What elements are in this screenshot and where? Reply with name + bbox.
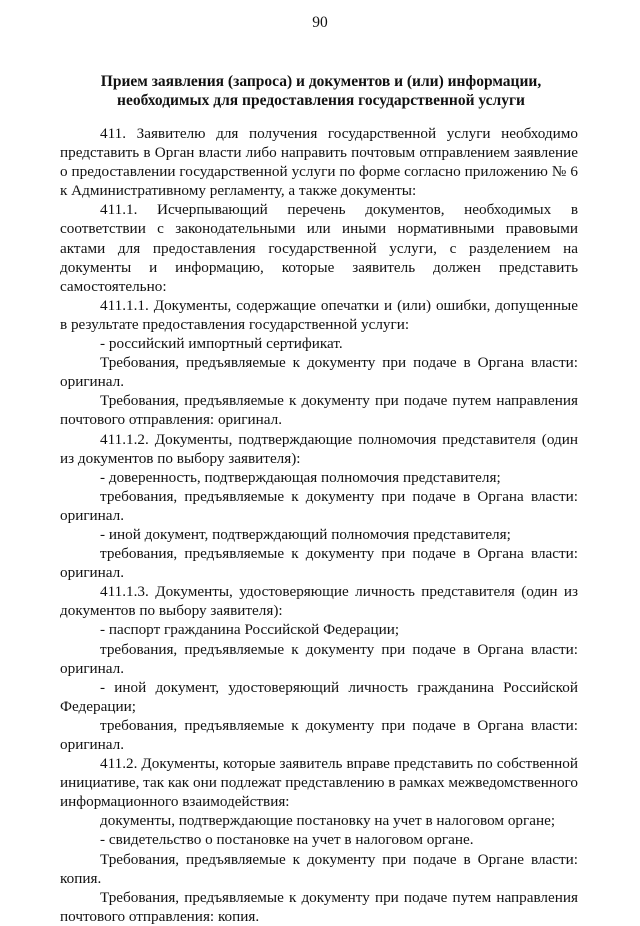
requirement-paragraph: требования, предъявляемые к документу при подаче в Органа власти: оригинал. xyxy=(60,487,578,524)
list-item: документы, подтверждающие постановку на учет в налоговом органе; xyxy=(100,812,556,830)
list-item: - иной документ, удостоверяющий личность гражданина Российской Федерации; xyxy=(60,678,578,715)
list-item: - паспорт гражданина Российской Федерации; xyxy=(100,621,400,639)
paragraph-411-2: 411.2. Документы, которые заявитель вправе представить по собственной инициативе, так как они подлежат представлению в рамках межведомственного информационного взаимодействия: xyxy=(60,755,579,811)
paragraph-411-1-2: 411.1.2. Документы, подтверждающие полномочия представителя (один из документов по выбору заявителя): xyxy=(60,430,578,467)
requirement-paragraph: Требования, предъявляемые к документу при подаче в Органе власти: копия. xyxy=(60,850,578,887)
section-heading xyxy=(60,72,582,110)
list-item: - российский импортный сертификат. xyxy=(100,335,343,353)
heading-line-2: необходимых для предоставления государственной услуги xyxy=(117,92,525,109)
page-number: 90 xyxy=(312,14,328,31)
list-item: - доверенность, подтверждающая полномочия представителя; xyxy=(100,468,501,486)
requirement-paragraph: требования, предъявляемые к документу при подаче в Органа власти: оригинал. xyxy=(60,716,578,753)
paragraph-411-1: 411.1. Исчерпывающий перечень документов, необходимых в соответствии с законодательными или иными нормативными правовыми актами для предоставления государственной услуги, с разделением на документы и информацию, которые заявитель должен представить самостоятельно: xyxy=(60,201,578,295)
requirement-paragraph: Требования, предъявляемые к документу при подаче путем направления почтового отправления: копия. xyxy=(60,888,578,925)
paragraph-411-1-3: 411.1.3. Документы, удостоверяющие личность представителя (один из документов по выбору заявителя): xyxy=(60,583,578,620)
list-item: - свидетельство о постановке на учет в налоговом органе. xyxy=(100,831,474,849)
requirement-paragraph: Требования, предъявляемые к документу при подаче путем направления почтового отправления: оригинал. xyxy=(60,392,578,429)
requirement-paragraph: Требования, предъявляемые к документу при подаче в Органа власти: оригинал. xyxy=(60,354,578,391)
heading-line-1: Прием заявления (запроса) и документов и (или) информации, xyxy=(100,73,542,90)
document-body xyxy=(60,124,578,926)
requirement-paragraph: требования, предъявляемые к документу при подаче в Органа власти: оригинал. xyxy=(60,640,578,677)
list-item: - иной документ, подтверждающий полномочия представителя; xyxy=(100,525,511,543)
requirement-paragraph: требования, предъявляемые к документу при подаче в Органа власти: оригинал. xyxy=(60,545,578,582)
paragraph-411-1-1: 411.1.1. Документы, содержащие опечатки и (или) ошибки, допущенные в результате предоставления государственной услуги: xyxy=(60,296,578,333)
paragraph-411: 411. Заявителю для получения государственной услуги необходимо представить в Орган власти либо направить почтовым отправлением заявление о предоставлении государственной услуги по форме согласно приложению № 6 к Административному регламенту, а также документы: xyxy=(60,125,578,200)
